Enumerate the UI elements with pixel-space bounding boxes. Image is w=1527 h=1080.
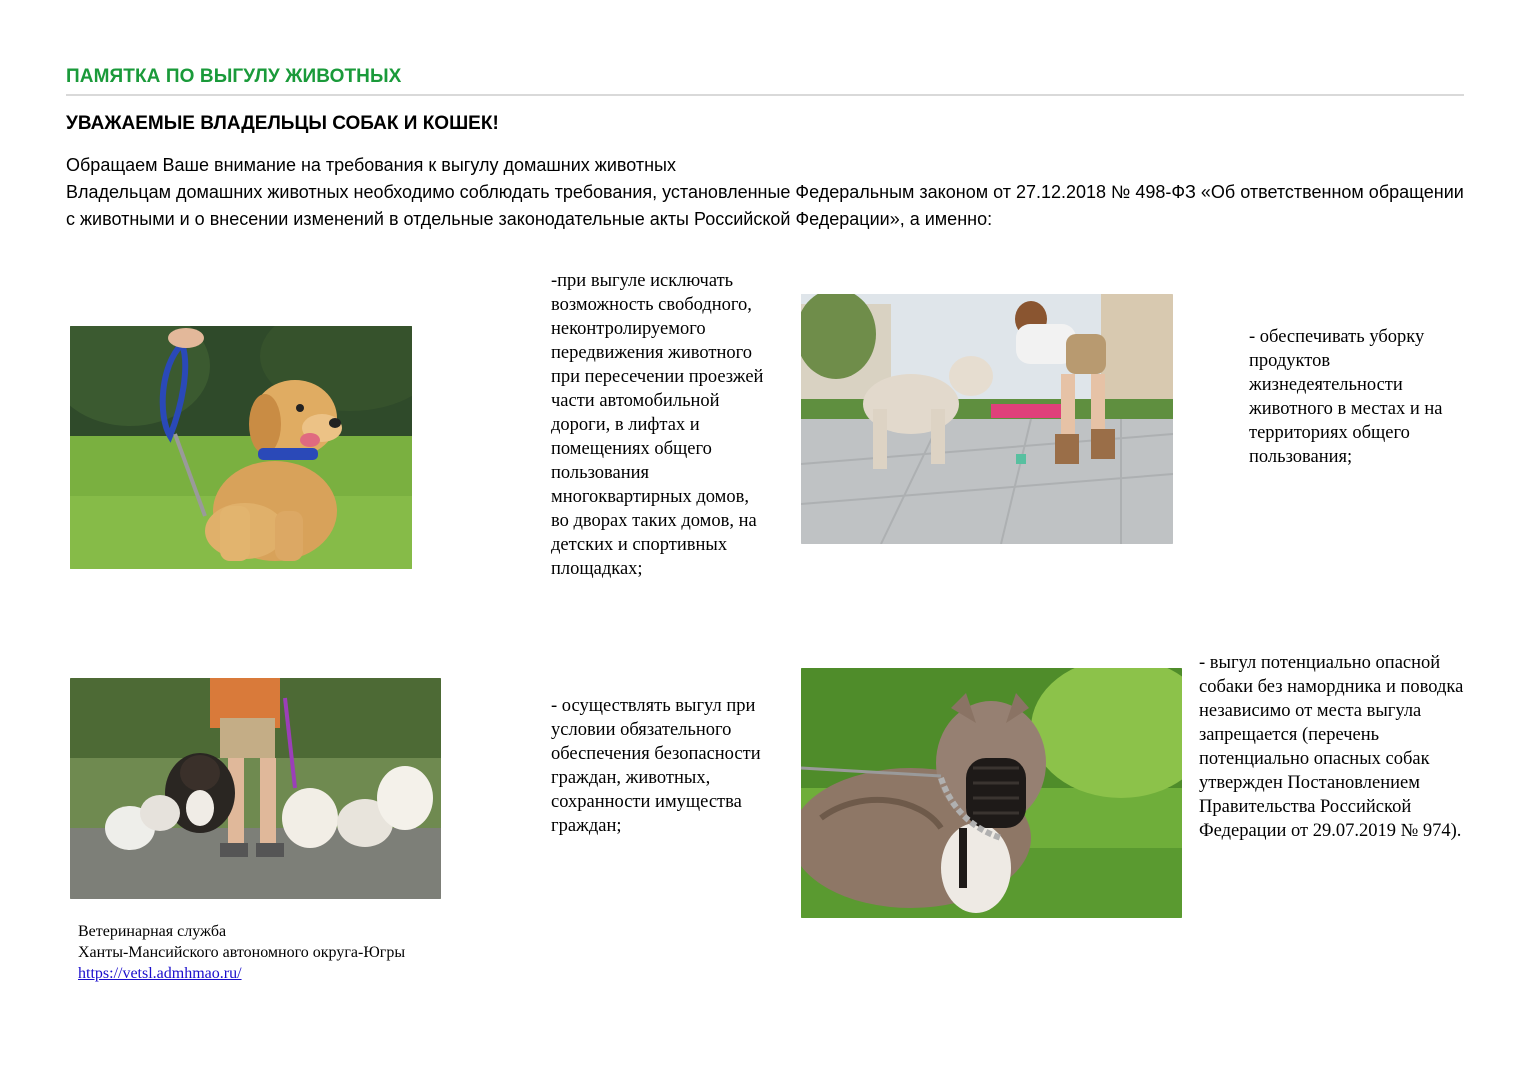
org-name-line-2: Ханты-Мансийского автономного округа-Югры	[78, 944, 406, 961]
footer-contacts	[78, 921, 405, 984]
vetsl-link[interactable]: https://vetsl.admhmao.ru/	[78, 965, 242, 982]
photo-cleanup	[801, 294, 1173, 544]
requirement-safety: - осуществлять выгул при условии обязательного обеспечения безопасности граждан, животных, сохранности имущества граждан;	[551, 696, 761, 836]
requirement-cleanup: - обеспечивать уборку продуктов жизнедеятельности животного в местах и на территориях общего пользования;	[1249, 327, 1443, 467]
requirement-dangerous-dogs: - выгул потенциально опасной собаки без намордника и поводка независимо от места выгула запрещается (перечень потенциально опасных собак утвержден Постановлением Правительства Российской Федерации от 29.07.2019 № 974).	[1199, 653, 1464, 841]
divider	[66, 94, 1464, 96]
page-category-heading: ПАМЯТКА ПО ВЫГУЛУ ЖИВОТНЫХ	[66, 66, 402, 87]
requirement-free-movement: -при выгуле исключать возможность свободного, неконтролируемого передвижения животного при пересечении проезжей части автомобильной дороги, в лифтах и помещениях общего пользования многоквартирных домов, во дворах таких домов, на детских и спортивных площадках;	[551, 271, 764, 579]
intro-line-2: Владельцам домашних животных необходимо соблюдать требования, установленные Федеральным законом от 27.12.2018 № 498-ФЗ «Об ответственном обращении с животными и о внесении изменений в отдельные законодательные акты Российской Федерации», а именно:	[66, 182, 1464, 229]
photo-muzzled-dog	[801, 668, 1182, 918]
photo-dog-walker	[70, 678, 441, 899]
intro-text	[66, 152, 1466, 233]
intro-line-1: Обращаем Ваше внимание на требования к выгулу домашних животных	[66, 155, 676, 175]
photo-dog-on-leash	[70, 326, 412, 569]
org-name-line-1: Ветеринарная служба	[78, 923, 227, 940]
page-title: УВАЖАЕМЫЕ ВЛАДЕЛЬЦЫ СОБАК И КОШЕК!	[66, 113, 499, 134]
